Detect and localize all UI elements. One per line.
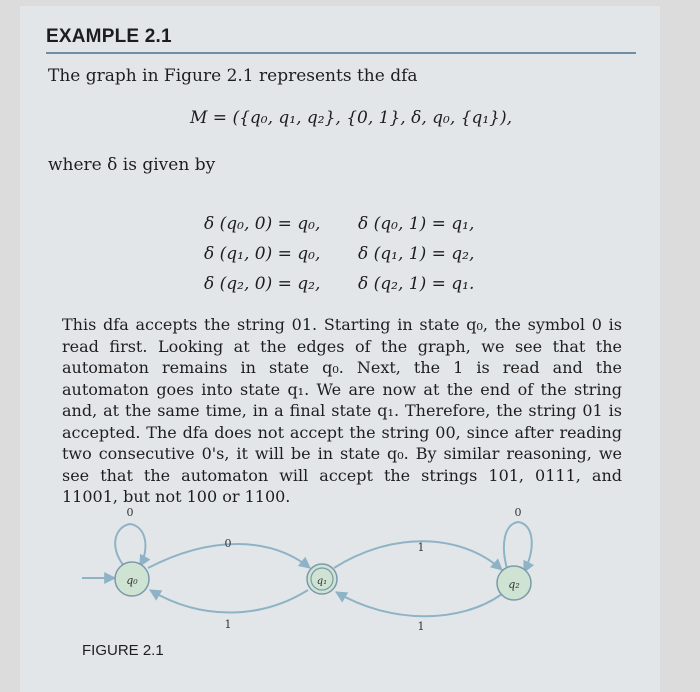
state-label-q1: q₁ [316,576,328,587]
where-sentence: where δ is given by [48,155,216,175]
edge-q1-q0 [150,590,308,613]
label-q1-q0: 0 [224,537,232,550]
state-label-q0: q₀ [126,574,138,587]
transition-q0-0: δ (q₀, 0) = q₀, [204,214,321,234]
label-q0-loop: 0 [126,506,134,519]
edge-q0-loop [115,524,145,566]
intro-sentence: The graph in Figure 2.1 represents the dfa [48,66,418,86]
label-q1-q2: 1 [417,541,425,554]
machine-definition: M = ({q₀, q₁, q₂}, {0, 1}, δ, q₀, {q₁}), [190,108,513,128]
explanation-paragraph: This dfa accepts the string 01. Starting in state q₀, the symbol 0 is read first. Looking at the edges of the graph, we see that the automaton remains in state q₀. Next, the 1 is read and the automaton goes into state q₁. We are now at the end of the string and, at the same time, in a final state q₁. Therefore, the string 01 is accepted. The dfa does not accept the string 00, since after reading two consecutive 0's, it will be in state q₀. By similar reasoning, we see that the automaton will accept the strings 101, 0111, and 11001, but not 100 or 1100. [62,315,622,506]
transition-q1-1: δ (q₁, 1) = q₂, [358,244,475,264]
edge-q2-loop [504,522,532,572]
label-q0-q1: 1 [224,618,232,631]
transition-q1-0: δ (q₁, 0) = q₀, [204,244,321,264]
figure-caption: FIGURE 2.1 [82,642,164,659]
transition-q2-0: δ (q₂, 0) = q₂, [204,274,321,294]
label-q2-q1: 1 [417,620,425,633]
state-label-q2: q₂ [508,578,520,591]
transition-q2-1: δ (q₂, 1) = q₁. [358,274,475,294]
transition-q0-1: δ (q₀, 1) = q₁, [358,214,475,234]
dfa-figure [20,6,660,692]
textbook-page [20,6,660,692]
example-heading: EXAMPLE 2.1 [46,26,172,47]
label-q2-loop: 0 [514,506,522,519]
edge-q2-q1 [336,592,502,616]
